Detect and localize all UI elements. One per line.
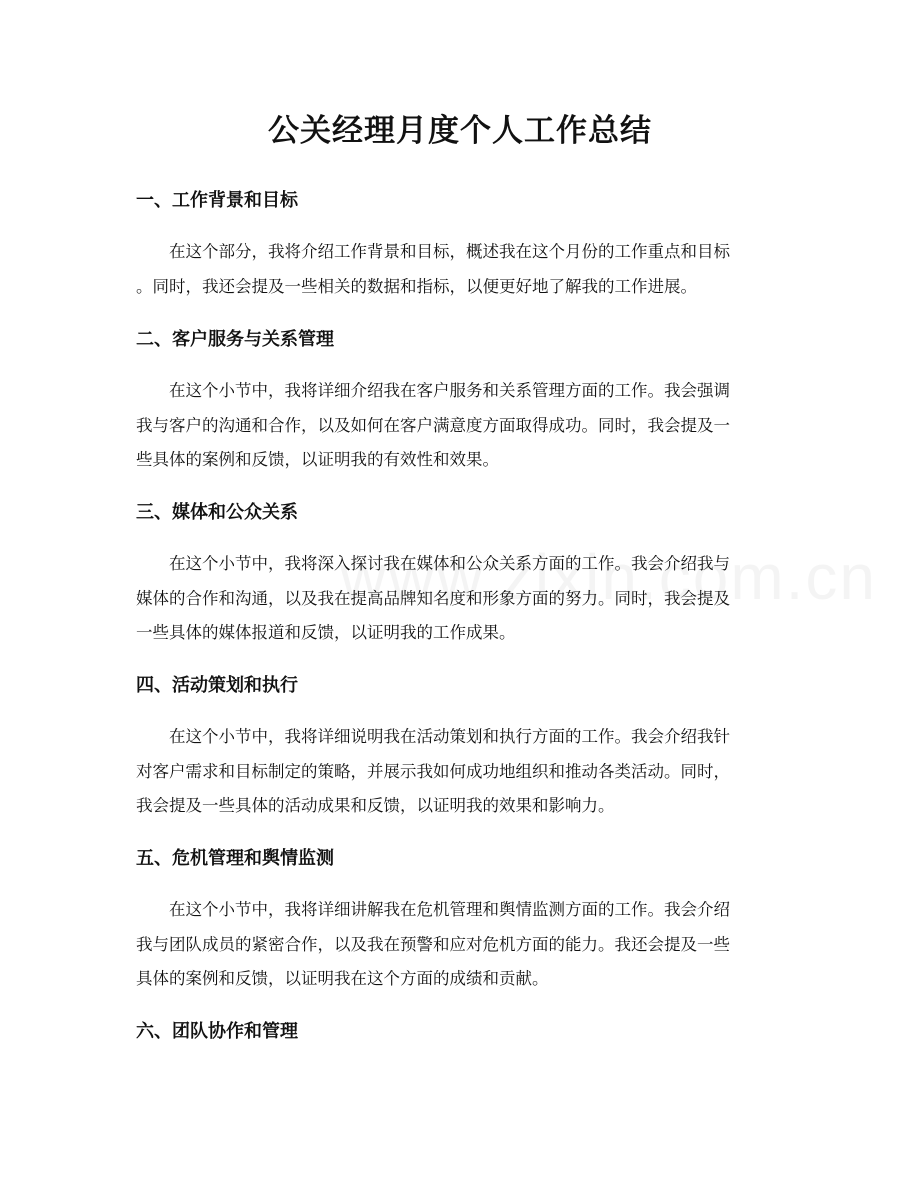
paragraph-line: 媒体的合作和沟通，以及我在提高品牌知名度和形象方面的努力。同时，我会提及	[136, 588, 730, 608]
section-paragraph-2	[136, 374, 786, 478]
paragraph-line: 一些具体的媒体报道和反馈，以证明我的工作成果。	[136, 623, 516, 643]
paragraph-line: 我与客户的沟通和合作，以及如何在客户满意度方面取得成功。同时，我会提及一	[136, 415, 730, 435]
section-heading-6: 六、团队协作和管理	[136, 1021, 298, 1042]
paragraph-line: 在这个小节中，我将详细讲解我在危机管理和舆情监测方面的工作。我会介绍	[169, 900, 730, 919]
section-paragraph-1	[136, 235, 786, 304]
paragraph-line: 对客户需求和目标制定的策略，并展示我如何成功地组织和推动各类活动。同时，	[136, 761, 730, 781]
section-heading-5: 五、危机管理和舆情监测	[136, 848, 334, 869]
section-paragraph-5	[136, 893, 786, 997]
paragraph-line: 在这个小节中，我将详细介绍我在客户服务和关系管理方面的工作。我会强调	[169, 381, 730, 400]
paragraph-line: 我与团队成员的紧密合作，以及我在预警和应对危机方面的能力。我还会提及一些	[136, 934, 730, 954]
section-heading-2: 二、客户服务与关系管理	[136, 329, 334, 350]
paragraph-line: 在这个小节中，我将详细说明我在活动策划和执行方面的工作。我会介绍我针	[169, 727, 730, 746]
section-heading-4: 四、活动策划和执行	[136, 675, 298, 696]
paragraph-line: 我会提及一些具体的活动成果和反馈，以证明我的效果和影响力。	[136, 796, 615, 816]
paragraph-line: 在这个小节中，我将深入探讨我在媒体和公众关系方面的工作。我会介绍我与	[169, 554, 730, 573]
section-paragraph-3	[136, 547, 786, 651]
section-heading-1: 一、工作背景和目标	[136, 190, 298, 211]
paragraph-line: 些具体的案例和反馈，以证明我的有效性和效果。	[136, 450, 499, 470]
paragraph-line: 。同时，我还会提及一些相关的数据和指标，以便更好地了解我的工作进展。	[136, 276, 697, 296]
paragraph-line: 具体的案例和反馈，以证明我在这个方面的成绩和贡献。	[136, 969, 549, 989]
section-paragraph-4	[136, 720, 786, 824]
section-heading-3: 三、媒体和公众关系	[136, 502, 298, 523]
page-title: 公关经理月度个人工作总结	[268, 113, 652, 149]
paragraph-line: 在这个部分，我将介绍工作背景和目标，概述我在这个月份的工作重点和目标	[169, 242, 730, 261]
